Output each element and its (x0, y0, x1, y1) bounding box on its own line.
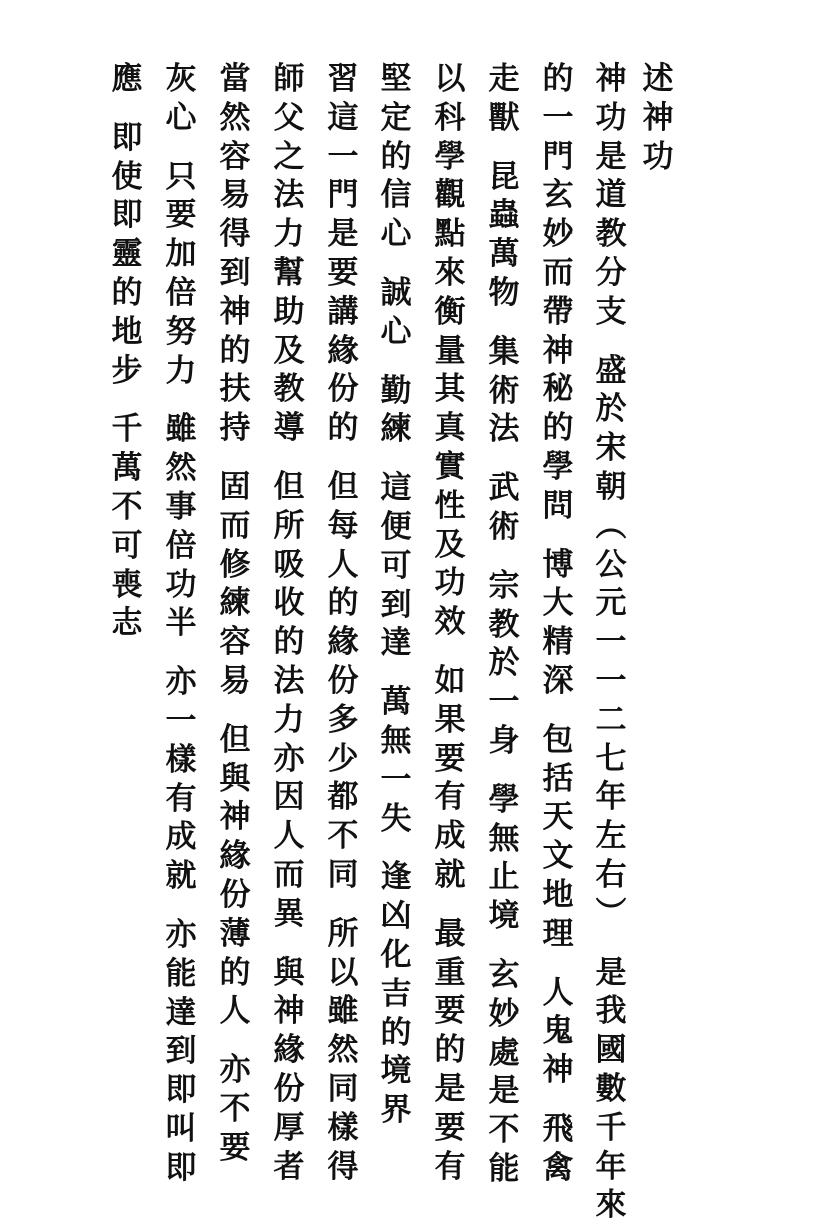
text-column: 走 獸 昆 蟲 萬 物 集 術 法 武 術 宗 教 於 一 身 學 無 止 境 玄 妙 處 是 不 能 (488, 61, 520, 1187)
text-column: 灰 心 只 要 加 倍 努 力 雖 然 事 倍 功 半 亦 一 樣 有 成 就 亦 能 達 到 即 叫 即 (165, 61, 197, 1186)
text-column: 習 這 一 門 是 要 講 緣 份 的 但 每 人 的 緣 份 多 少 都 不 同 所 以 雖 然 同 樣 得 (327, 61, 359, 1185)
text-column: 師 父 之 法 力 幫 助 及 教 導 但 所 吸 收 的 法 力 亦 因 人 而 異 與 神 緣 份 厚 者 (273, 61, 305, 1185)
text-column: 應 即 使 即 靈 的 地 步 千 萬 不 可 喪 志 (111, 61, 143, 642)
text-column: 堅 定 的 信 心 誠 心 勤 練 這 便 可 到 達 萬 無 一 失 逢 凶 化 吉 的 境 界 (380, 61, 412, 1129)
text-column: 以 科 學 觀 點 來 衡 量 其 真 實 性 及 功 效 如 果 要 有 成 就 最 重 要 的 是 要 有 (434, 61, 466, 1185)
text-column: 神 功 是 道 教 分 支 盛 於 宋 朝 ︵ 公 元 一 一 二 七 年 左 右 ︶ 是 我 國 數 千 年 來 (595, 61, 627, 1224)
text-column: 的 一 門 玄 妙 而 帶 神 秘 的 學 問 博 大 精 深 包 括 天 文 地 理 人 鬼 神 飛 禽 (542, 61, 574, 1186)
text-column: 當 然 容 易 得 到 神 的 扶 持 固 而 修 練 容 易 但 與 神 緣 份 薄 的 人 亦 不 要 (219, 61, 251, 1166)
document-title: 述 神 功 (642, 61, 674, 175)
